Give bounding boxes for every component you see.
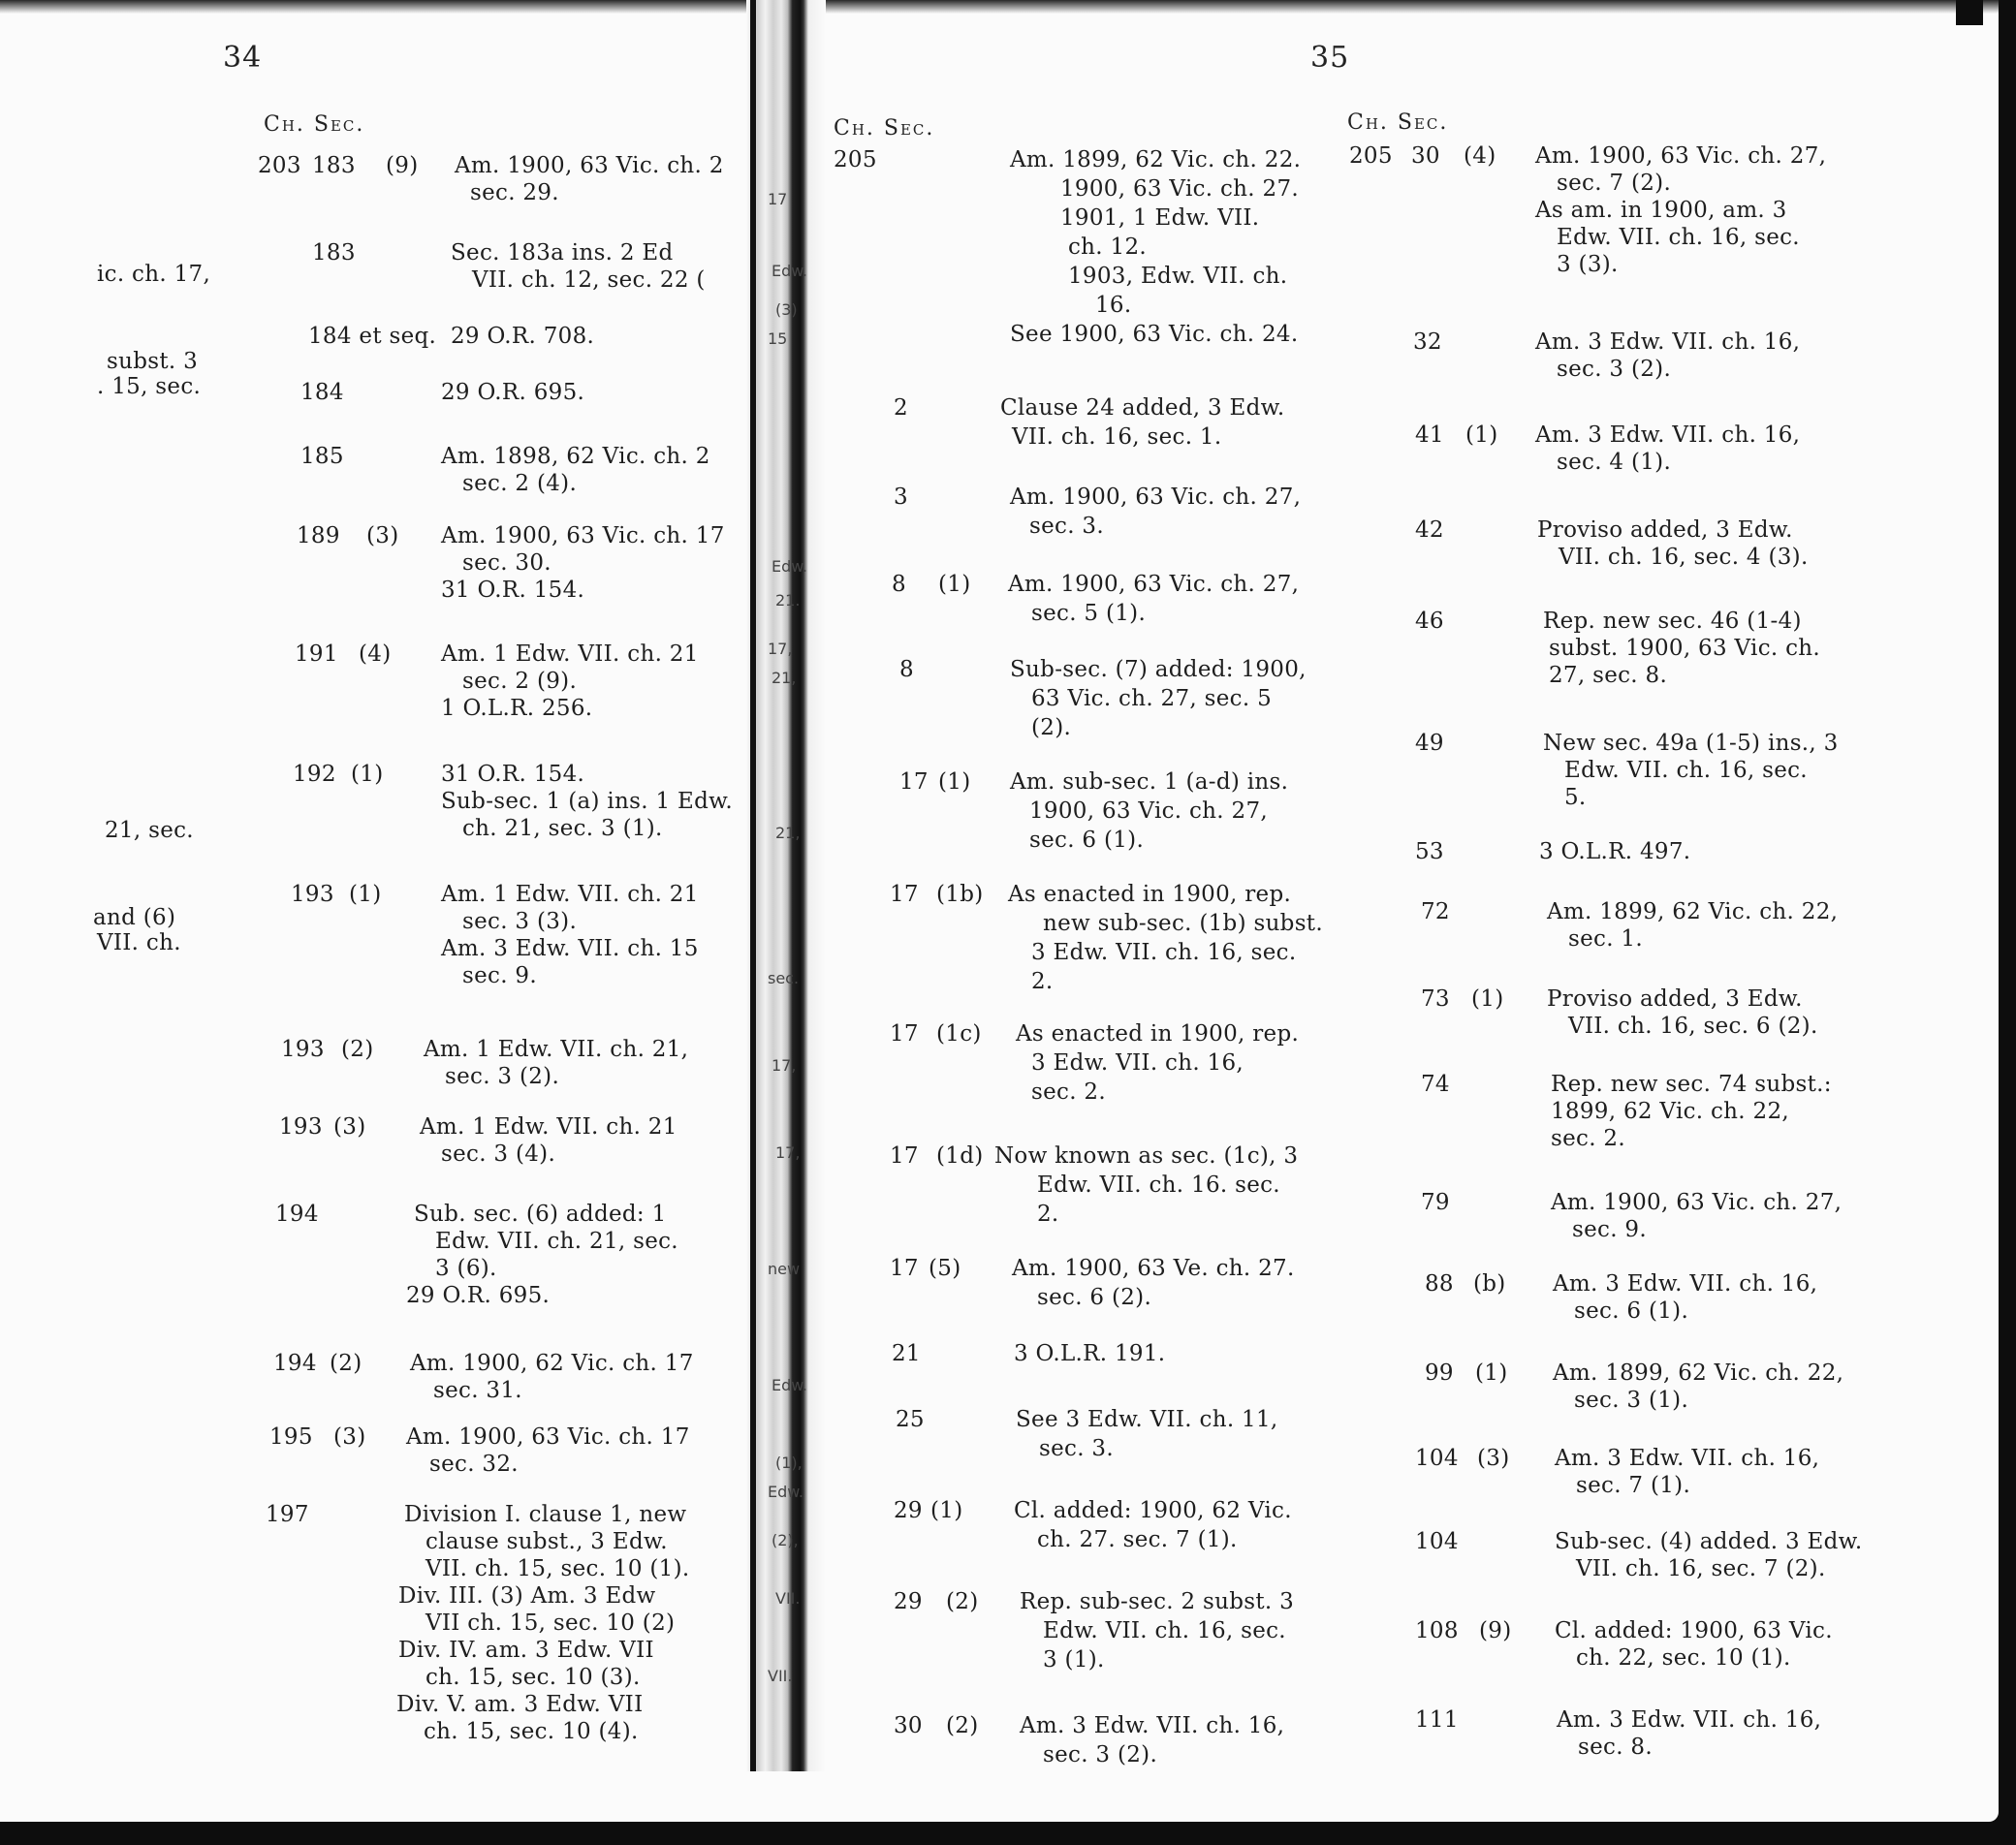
amendment-text-line: new sub-sec. (1b) subst. bbox=[1043, 911, 1323, 936]
section-number: 191 bbox=[295, 641, 338, 667]
subsection-number: (1) bbox=[1471, 986, 1504, 1012]
chapter-number: 205 bbox=[834, 147, 877, 172]
amendment-text-line: Div. V. am. 3 Edw. VII bbox=[396, 1692, 644, 1717]
gutter-fragment: 21, bbox=[772, 669, 797, 687]
subsection-number: (1) bbox=[351, 762, 384, 787]
amendment-text-line: Rep. new sec. 74 subst.: bbox=[1551, 1072, 1832, 1097]
amendment-text-line: sec. 4 (1). bbox=[1557, 450, 1672, 475]
amendment-text-line: Div. III. (3) Am. 3 Edw bbox=[398, 1583, 656, 1609]
amendment-text-line: sec. 9. bbox=[1572, 1217, 1647, 1242]
amendment-text-line: Div. IV. am. 3 Edw. VII bbox=[398, 1638, 654, 1663]
amendment-text-line: ch. 27. sec. 7 (1). bbox=[1037, 1527, 1238, 1552]
amendment-text-line: ch. 15, sec. 10 (4). bbox=[424, 1719, 639, 1744]
amendment-text-line: sec. 1. bbox=[1568, 926, 1643, 952]
chapter-number: 205 bbox=[1349, 143, 1393, 169]
amendment-text-line: 29 O.R. 708. bbox=[451, 324, 595, 349]
amendment-text-line: Am. 1900, 63 Vic. ch. 2 bbox=[455, 153, 724, 178]
amendment-text-line: Rep. new sec. 46 (1-4) bbox=[1543, 609, 1802, 634]
gutter-left-rule bbox=[750, 0, 756, 1771]
section-number: 17 bbox=[890, 1143, 919, 1169]
section-number: 189 bbox=[297, 523, 340, 548]
amendment-text-line: ch. 22, sec. 10 (1). bbox=[1576, 1645, 1791, 1671]
section-number: 8 bbox=[899, 657, 914, 682]
amendment-text-line: Edw. VII. ch. 16, sec. bbox=[1043, 1618, 1286, 1643]
section-number: 29 bbox=[894, 1589, 923, 1614]
edge-text-fragment: and (6) bbox=[93, 905, 176, 930]
amendment-text-line: 1900, 63 Vic. ch. 27. bbox=[1060, 176, 1299, 202]
gutter-fragment: 17, bbox=[768, 640, 793, 658]
section-number: 184 et seq. bbox=[308, 324, 437, 349]
amendment-text-line: Cl. added: 1900, 63 Vic. bbox=[1555, 1618, 1833, 1643]
amendment-text-line: sec. 2 (9). bbox=[462, 669, 578, 694]
amendment-text-line: Am. 1899, 62 Vic. ch. 22, bbox=[1553, 1360, 1844, 1386]
right-page-number: 35 bbox=[1310, 41, 1350, 75]
amendment-text-line: 2. bbox=[1037, 1202, 1059, 1227]
section-number: 49 bbox=[1415, 731, 1444, 756]
amendment-text-line: ch. 21, sec. 3 (1). bbox=[462, 816, 663, 841]
amendment-text-line: VII. ch. 12, sec. 22 ( bbox=[472, 267, 706, 293]
amendment-text-line: sec. 7 (2). bbox=[1557, 171, 1672, 196]
amendment-text-line: VII ch. 15, sec. 10 (2) bbox=[425, 1610, 676, 1636]
amendment-text-line: sec. 3 (1). bbox=[1574, 1388, 1689, 1413]
amendment-text-line: Edw. VII. ch. 21, sec. bbox=[435, 1229, 678, 1254]
gutter-fragment: Edw. bbox=[768, 1483, 803, 1501]
amendment-text-line: sec. 2. bbox=[1031, 1079, 1106, 1105]
amendment-text-line: sec. 3 (4). bbox=[441, 1141, 556, 1167]
section-number: 183 bbox=[312, 153, 356, 178]
amendment-text-line: Am. 3 Edw. VII. ch. 16, bbox=[1535, 329, 1801, 355]
subsection-number: (3) bbox=[333, 1114, 366, 1140]
amendment-text-line: Division I. clause 1, new bbox=[404, 1502, 687, 1527]
section-number: 2 bbox=[894, 395, 908, 421]
gutter-fragment: 21. bbox=[775, 591, 801, 610]
section-number: 29 bbox=[894, 1498, 923, 1523]
section-number: 185 bbox=[300, 444, 344, 469]
amendment-text-line: Edw. VII. ch. 16. sec. bbox=[1037, 1173, 1280, 1198]
top-scan-shadow bbox=[0, 0, 1999, 14]
gutter-fragment: VII. bbox=[768, 1667, 793, 1685]
section-number: 193 bbox=[279, 1114, 323, 1140]
gutter-fragment: 21, bbox=[775, 824, 801, 842]
amendment-text-line: 1900, 63 Vic. ch. 27, bbox=[1029, 798, 1268, 824]
amendment-text-line: Proviso added, 3 Edw. bbox=[1547, 986, 1803, 1012]
amendment-text-line: As enacted in 1900, rep. bbox=[1008, 882, 1292, 907]
amendment-text-line: Sub-sec. 1 (a) ins. 1 Edw. bbox=[441, 789, 734, 814]
amendment-text-line: 1903, Edw. VII. ch. bbox=[1068, 264, 1288, 289]
section-number: 73 bbox=[1421, 986, 1450, 1012]
amendment-text-line: VII. ch. 15, sec. 10 (1). bbox=[425, 1556, 690, 1581]
subsection-number: (1c) bbox=[936, 1021, 982, 1047]
amendment-text-line: 5. bbox=[1564, 785, 1587, 810]
subsection-number: (2) bbox=[946, 1589, 979, 1614]
amendment-text-line: Rep. sub-sec. 2 subst. 3 bbox=[1020, 1589, 1295, 1614]
amendment-text-line: Now known as sec. (1c), 3 bbox=[994, 1143, 1299, 1169]
amendment-text-line: subst. 1900, 63 Vic. ch. bbox=[1549, 636, 1821, 661]
amendment-text-line: Am. 1899, 62 Vic. ch. 22, bbox=[1547, 899, 1839, 924]
amendment-text-line: 27, sec. 8. bbox=[1549, 663, 1668, 688]
amendment-text-line: Edw. VII. ch. 16, sec. bbox=[1564, 758, 1808, 783]
amendment-text-line: Am. 3 Edw. VII. ch. 16, bbox=[1020, 1713, 1285, 1738]
gutter-fragment: sec. bbox=[768, 969, 800, 987]
section-number: 8 bbox=[892, 572, 906, 597]
subsection-number: (1d) bbox=[936, 1143, 984, 1169]
gutter-fragment: Edw. bbox=[772, 1376, 807, 1394]
section-number: 183 bbox=[312, 240, 356, 266]
amendment-text-line: Am. 1900, 63 Vic. ch. 27, bbox=[1010, 485, 1302, 510]
amendment-text-line: As enacted in 1900, rep. bbox=[1016, 1021, 1300, 1047]
amendment-text-line: VII. ch. 16, sec. 1. bbox=[1012, 424, 1222, 450]
amendment-text-line: 29 O.R. 695. bbox=[406, 1283, 551, 1308]
amendment-text-line: (2). bbox=[1031, 715, 1072, 740]
amendment-text-line: 1 O.L.R. 256. bbox=[441, 696, 593, 721]
amendment-text-line: Sub-sec. (4) added. 3 Edw. bbox=[1555, 1529, 1863, 1554]
section-number: 17 bbox=[890, 1256, 919, 1281]
edge-text-fragment: ic. ch. 17, bbox=[97, 262, 211, 287]
subsection-number: (3) bbox=[366, 523, 399, 548]
amendment-text-line: Am. 1 Edw. VII. ch. 21 bbox=[420, 1114, 677, 1140]
section-number: 108 bbox=[1415, 1618, 1459, 1643]
amendment-text-line: Am. 3 Edw. VII. ch. 16, bbox=[1535, 422, 1801, 448]
amendment-text-line: sec. 7 (1). bbox=[1576, 1473, 1691, 1498]
gutter-fragment: 17 bbox=[768, 190, 788, 208]
amendment-text-line: Proviso added, 3 Edw. bbox=[1537, 517, 1793, 543]
amendment-text-line: sec. 3 (2). bbox=[445, 1064, 560, 1089]
scan-corner-mark bbox=[1956, 0, 1983, 25]
amendment-text-line: 16. bbox=[1095, 293, 1132, 318]
section-number: 104 bbox=[1415, 1446, 1459, 1471]
gutter-fragment: (2), bbox=[772, 1531, 799, 1549]
section-number: 46 bbox=[1415, 609, 1444, 634]
amendment-text-line: sec. 2 (4). bbox=[462, 471, 578, 496]
amendment-text-line: clause subst., 3 Edw. bbox=[425, 1529, 668, 1554]
amendment-text-line: Am. 3 Edw. VII. ch. 15 bbox=[441, 936, 699, 961]
subsection-number: (4) bbox=[359, 641, 392, 667]
section-number: 42 bbox=[1415, 517, 1444, 543]
amendment-text-line: sec. 9. bbox=[462, 963, 537, 988]
section-number: 192 bbox=[293, 762, 336, 787]
section-number: 21 bbox=[892, 1341, 921, 1366]
section-number: 194 bbox=[275, 1202, 319, 1227]
amendment-text-line: Am. 1900, 63 Vic. ch. 17 bbox=[441, 523, 725, 548]
subsection-number: (2) bbox=[330, 1351, 362, 1376]
gutter-fragment: Edw. bbox=[772, 262, 807, 280]
amendment-text-line: Am. 1900, 63 Vic. ch. 27, bbox=[1535, 143, 1827, 169]
chapter-number: 203 bbox=[258, 153, 301, 178]
amendment-text-line: 3 O.L.R. 497. bbox=[1539, 839, 1691, 864]
amendment-text-line: 1901, 1 Edw. VII. bbox=[1060, 205, 1260, 231]
subsection-number: (1) bbox=[938, 769, 971, 795]
amendment-text-line: Am. 1 Edw. VII. ch. 21 bbox=[441, 641, 699, 667]
gutter-fragment: 17, bbox=[775, 1143, 801, 1162]
amendment-text-line: 63 Vic. ch. 27, sec. 5 bbox=[1031, 686, 1272, 711]
middle-column-header: Ch. Sec. bbox=[834, 116, 935, 141]
amendment-text-line: sec. 6 (1). bbox=[1574, 1298, 1689, 1324]
amendment-text-line: 3 (6). bbox=[435, 1256, 497, 1281]
amendment-text-line: sec. 6 (1). bbox=[1029, 828, 1145, 853]
section-number: 195 bbox=[269, 1424, 313, 1450]
amendment-text-line: VII. ch. 16, sec. 7 (2). bbox=[1576, 1556, 1826, 1581]
subsection-number: (5) bbox=[929, 1256, 961, 1281]
gutter-fragment: 17, bbox=[772, 1056, 797, 1075]
amendment-text-line: 1899, 62 Vic. ch. 22, bbox=[1551, 1099, 1789, 1124]
gutter-fragment: 15 bbox=[768, 329, 788, 348]
section-number: 194 bbox=[273, 1351, 317, 1376]
amendment-text-line: sec. 3 (2). bbox=[1557, 357, 1672, 382]
amendment-text-line: See 3 Edw. VII. ch. 11, bbox=[1016, 1407, 1278, 1432]
subsection-number: (2) bbox=[946, 1713, 979, 1738]
subsection-number: (1) bbox=[1475, 1360, 1508, 1386]
scan-right-edge bbox=[1999, 0, 2016, 1845]
edge-text-fragment: . 15, sec. bbox=[97, 374, 202, 399]
section-number: 72 bbox=[1421, 899, 1450, 924]
gutter-fragment: Edw. bbox=[772, 557, 807, 576]
amendment-text-line: ch. 12. bbox=[1068, 235, 1147, 260]
section-number: 3 bbox=[894, 485, 908, 510]
amendment-text-line: Am. 1898, 62 Vic. ch. 2 bbox=[441, 444, 710, 469]
amendment-text-line: Am. 3 Edw. VII. ch. 16, bbox=[1553, 1271, 1818, 1297]
amendment-text-line: 3 Edw. VII. ch. 16, bbox=[1031, 1050, 1244, 1076]
subsection-number: (3) bbox=[1477, 1446, 1510, 1471]
amendment-text-line: sec. 8. bbox=[1578, 1735, 1653, 1760]
amendment-text-line: VII. ch. 16, sec. 6 (2). bbox=[1568, 1014, 1818, 1039]
amendment-text-line: sec. 5 (1). bbox=[1031, 601, 1147, 626]
amendment-text-line: sec. 3 (3). bbox=[462, 909, 578, 934]
amendment-text-line: Am. 1900, 63 Ve. ch. 27. bbox=[1012, 1256, 1295, 1281]
subsection-number: (4) bbox=[1464, 143, 1496, 169]
section-number: 17 bbox=[899, 769, 929, 795]
amendment-text-line: 3 O.L.R. 191. bbox=[1014, 1341, 1166, 1366]
amendment-text-line: As am. in 1900, am. 3 bbox=[1535, 198, 1787, 223]
amendment-text-line: 3 (3). bbox=[1557, 252, 1619, 277]
amendment-text-line: sec. 30. bbox=[462, 550, 551, 576]
amendment-text-line: Am. 1899, 62 Vic. ch. 22. bbox=[1010, 147, 1302, 172]
amendment-text-line: Cl. added: 1900, 62 Vic. bbox=[1014, 1498, 1292, 1523]
left-column-header: Ch. Sec. bbox=[264, 112, 365, 137]
section-number: 30 bbox=[894, 1713, 923, 1738]
amendment-text-line: Am. 3 Edw. VII. ch. 16, bbox=[1557, 1707, 1822, 1733]
edge-text-fragment: VII. ch. bbox=[97, 930, 181, 955]
amendment-text-line: Am. sub-sec. 1 (a-d) ins. bbox=[1010, 769, 1289, 795]
amendment-text-line: 3 Edw. VII. ch. 16, sec. bbox=[1031, 940, 1297, 965]
section-number: 32 bbox=[1413, 329, 1442, 355]
amendment-text-line: 31 O.R. 154. bbox=[441, 578, 585, 603]
left-page-number: 34 bbox=[223, 41, 263, 75]
subsection-number: (b) bbox=[1473, 1271, 1506, 1297]
section-number: 193 bbox=[291, 882, 334, 907]
amendment-text-line: Sec. 183a ins. 2 Ed bbox=[451, 240, 674, 266]
subsection-number: (1b) bbox=[936, 882, 984, 907]
amendment-text-line: 2. bbox=[1031, 969, 1054, 994]
amendment-text-line: New sec. 49a (1-5) ins., 3 bbox=[1543, 731, 1839, 756]
subsection-number: (9) bbox=[1479, 1618, 1512, 1643]
section-number: 53 bbox=[1415, 839, 1444, 864]
section-number: 99 bbox=[1425, 1360, 1454, 1386]
amendment-text-line: Am. 3 Edw. VII. ch. 16, bbox=[1555, 1446, 1820, 1471]
edge-text-fragment: subst. 3 bbox=[107, 349, 199, 374]
gutter-fragment: (1), bbox=[775, 1454, 803, 1472]
amendment-text-line: sec. 6 (2). bbox=[1037, 1285, 1152, 1310]
amendment-text-line: 31 O.R. 154. bbox=[441, 762, 585, 787]
subsection-number: (3) bbox=[333, 1424, 366, 1450]
amendment-text-line: sec. 3. bbox=[1029, 514, 1104, 539]
edge-text-fragment: 21, sec. bbox=[105, 818, 194, 843]
gutter-fragment: new bbox=[768, 1260, 801, 1278]
amendment-text-line: Am. 1900, 63 Vic. ch. 17 bbox=[406, 1424, 690, 1450]
amendment-text-line: ch. 15, sec. 10 (3). bbox=[425, 1665, 641, 1690]
amendment-text-line: Am. 1 Edw. VII. ch. 21 bbox=[441, 882, 699, 907]
gutter-fragment: (3) bbox=[775, 300, 798, 319]
amendment-text-line: Am. 1900, 63 Vic. ch. 27, bbox=[1551, 1190, 1843, 1215]
section-number: 88 bbox=[1425, 1271, 1454, 1297]
subsection-number: (1) bbox=[930, 1498, 963, 1523]
amendment-text-line: 29 O.R. 695. bbox=[441, 380, 585, 405]
amendment-text-line: 3 (1). bbox=[1043, 1647, 1105, 1673]
amendment-text-line: Sub. sec. (6) added: 1 bbox=[414, 1202, 667, 1227]
section-number: 30 bbox=[1411, 143, 1440, 169]
section-number: 197 bbox=[266, 1502, 309, 1527]
section-number: 79 bbox=[1421, 1190, 1450, 1215]
right-column-header: Ch. Sec. bbox=[1347, 110, 1449, 135]
section-number: 193 bbox=[281, 1037, 325, 1062]
section-number: 25 bbox=[896, 1407, 925, 1432]
amendment-text-line: sec. 32. bbox=[429, 1452, 519, 1477]
subsection-number: (1) bbox=[1465, 422, 1498, 448]
amendment-text-line: sec. 3. bbox=[1039, 1436, 1114, 1461]
subsection-number: (9) bbox=[386, 153, 419, 178]
amendment-text-line: VII. ch. 16, sec. 4 (3). bbox=[1559, 545, 1809, 570]
section-number: 17 bbox=[890, 1021, 919, 1047]
amendment-text-line: sec. 29. bbox=[470, 180, 559, 205]
subsection-number: (1) bbox=[938, 572, 971, 597]
amendment-text-line: sec. 2. bbox=[1551, 1126, 1625, 1151]
amendment-text-line: See 1900, 63 Vic. ch. 24. bbox=[1010, 322, 1299, 347]
section-number: 17 bbox=[890, 882, 919, 907]
amendment-text-line: Clause 24 added, 3 Edw. bbox=[1000, 395, 1285, 421]
subsection-number: (1) bbox=[349, 882, 382, 907]
amendment-text-line: sec. 3 (2). bbox=[1043, 1742, 1158, 1767]
section-number: 104 bbox=[1415, 1529, 1459, 1554]
amendment-text-line: Am. 1900, 63 Vic. ch. 27, bbox=[1008, 572, 1300, 597]
section-number: 111 bbox=[1415, 1707, 1459, 1733]
gutter-fragment: VII. bbox=[775, 1589, 801, 1608]
section-number: 74 bbox=[1421, 1072, 1450, 1097]
amendment-text-line: Sub-sec. (7) added: 1900, bbox=[1010, 657, 1307, 682]
amendment-text-line: Am. 1 Edw. VII. ch. 21, bbox=[424, 1037, 689, 1062]
section-number: 184 bbox=[300, 380, 344, 405]
amendment-text-line: Am. 1900, 62 Vic. ch. 17 bbox=[410, 1351, 694, 1376]
section-number: 41 bbox=[1415, 422, 1444, 448]
amendment-text-line: Edw. VII. ch. 16, sec. bbox=[1557, 225, 1800, 250]
amendment-text-line: sec. 31. bbox=[433, 1378, 522, 1403]
subsection-number: (2) bbox=[341, 1037, 374, 1062]
